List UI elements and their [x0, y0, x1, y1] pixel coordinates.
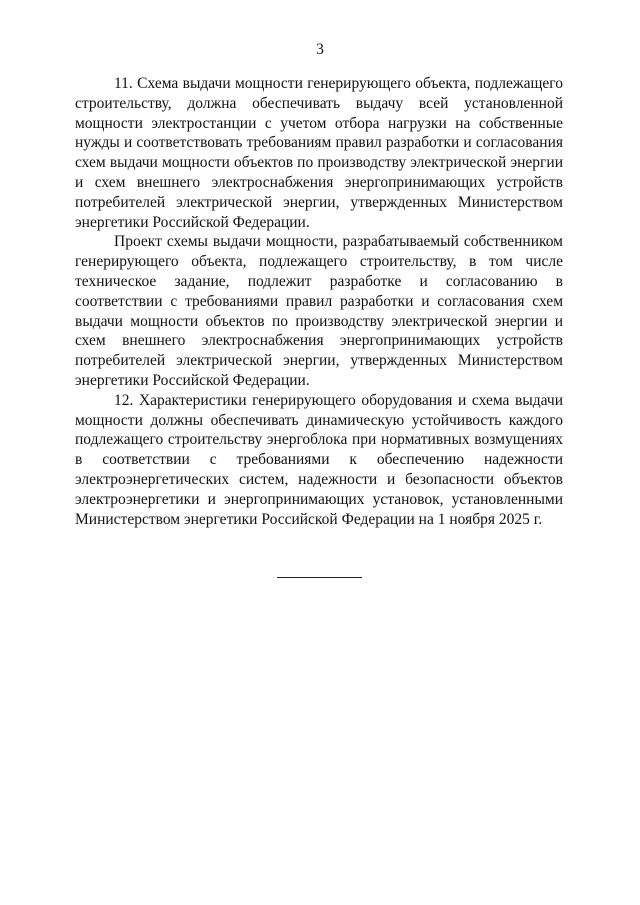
paragraph-scheme-project: Проект схемы выдачи мощности, разрабатываемый собственником генерирующего объекта, подлежащего строительству, в том числе техническое задание, подлежит разработке и согласованию в соответствии с требованиями правил разработки и согласования схем выдачи мощности объектов по производству электрической энергии и схем внешнего электроснабжения энергопринимающих устройств потребителей электрической энергии, утвержденных Министерством энергетики Российской Федерации.	[75, 233, 563, 389]
paragraph-11: 11. Схема выдачи мощности генерирующего объекта, подлежащего строительству, должна обеспечивать выдачу всей установленной мощности электростанции с учетом отбора нагрузки на собственные нужды и соответствовать требованиям правил разработки и согласования схем выдачи мощности объектов по производству электрической энергии и схем внешнего электроснабжения энергопринимающих устройств потребителей электрической энергии, утвержденных Министерством энергетики Российской Федерации.	[75, 75, 563, 231]
paragraph-12: 12. Характеристики генерирующего оборудования и схема выдачи мощности должны обеспечивать динамическую устойчивость каждого подлежащего строительству энергоблока при нормативных возмущениях в соответствии с требованиями к обеспечению надежности электроэнергетических систем, надежности и безопасности объектов электроэнергетики и энергопринимающих установок, установленными Министерством энергетики Российской Федерации на 1 ноября 2025 г.	[75, 391, 563, 528]
document-body	[75, 74, 563, 529]
end-of-document-separator	[277, 577, 362, 578]
page-number: 3	[316, 41, 324, 58]
